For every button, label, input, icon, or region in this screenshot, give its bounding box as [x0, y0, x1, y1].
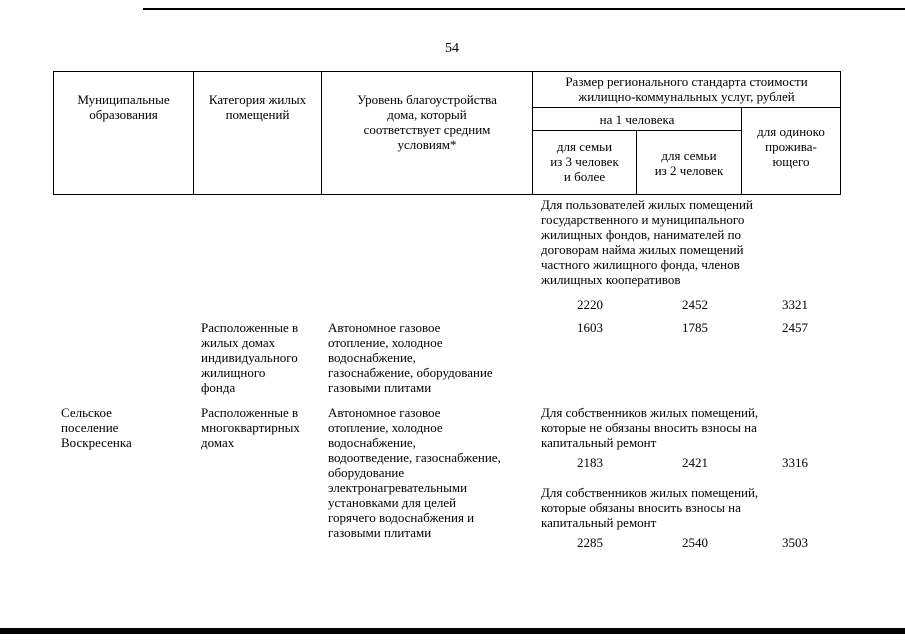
top-border-line: [143, 8, 905, 10]
municipality-name: Сельское поселение Воскресенка: [61, 405, 132, 450]
group3-value-family2: 2540: [682, 535, 708, 550]
header-single: для одиноко прожива- ющего: [757, 124, 825, 169]
group2-title: Для собственников жилых помещений, которые не обязаны вносить взносы на капитальный ремонт: [541, 405, 759, 450]
header-family3: для семьи из 3 человек и более: [550, 139, 619, 184]
row1-category: Расположенные в жилых домах индивидуального жилищного фонда: [201, 320, 299, 395]
header-standard: Размер регионального стандарта стоимости жилищно-коммунальных услуг, рублей: [565, 74, 808, 104]
group3-value-family3: 2285: [577, 535, 603, 550]
group1-value-family2: 2452: [682, 297, 708, 312]
bottom-border-bar: [0, 628, 905, 634]
row1-value-family2: 1785: [682, 320, 708, 335]
page-number: 54: [445, 41, 459, 56]
row1-level: Автономное газовое отопление, холодное водоснабжение, газоснабжение, оборудование газовыми плитами: [328, 320, 493, 395]
group2-value-family3: 2183: [577, 455, 603, 470]
row2-level: Автономное газовое отопление, холодное водоснабжение, водоотведение, газоснабжение, оборудование электронагревательными установками для целей горячего водоснабжения и газовыми плитами: [328, 405, 501, 540]
row2-category: Расположенные в многоквартирных домах: [201, 405, 300, 450]
group1-value-single: 3321: [782, 297, 808, 312]
group2-value-family2: 2421: [682, 455, 708, 470]
group3-value-single: 3503: [782, 535, 808, 550]
header-level: Уровень благоустройства дома, который соответствует средним условиям*: [357, 92, 497, 152]
group1-value-family3: 2220: [577, 297, 603, 312]
group3-title: Для собственников жилых помещений, которые обязаны вносить взносы на капитальный ремонт: [541, 485, 759, 530]
group2-value-single: 3316: [782, 455, 808, 470]
header-category: Категория жилых помещений: [208, 92, 307, 122]
row1-value-single: 2457: [782, 320, 808, 335]
header-municipal: Муниципальные образования: [77, 92, 170, 122]
row1-value-family3: 1603: [577, 320, 603, 335]
header-family2: для семьи из 2 человек: [654, 148, 724, 178]
group1-title: Для пользователей жилых помещений государственного и муниципального жилищных фондов, нанимателей по договорам найма жилых помещений частного жилищного фонда, членов жилищных кооперативов: [541, 197, 753, 287]
header-per-person: на 1 человека: [599, 112, 675, 127]
